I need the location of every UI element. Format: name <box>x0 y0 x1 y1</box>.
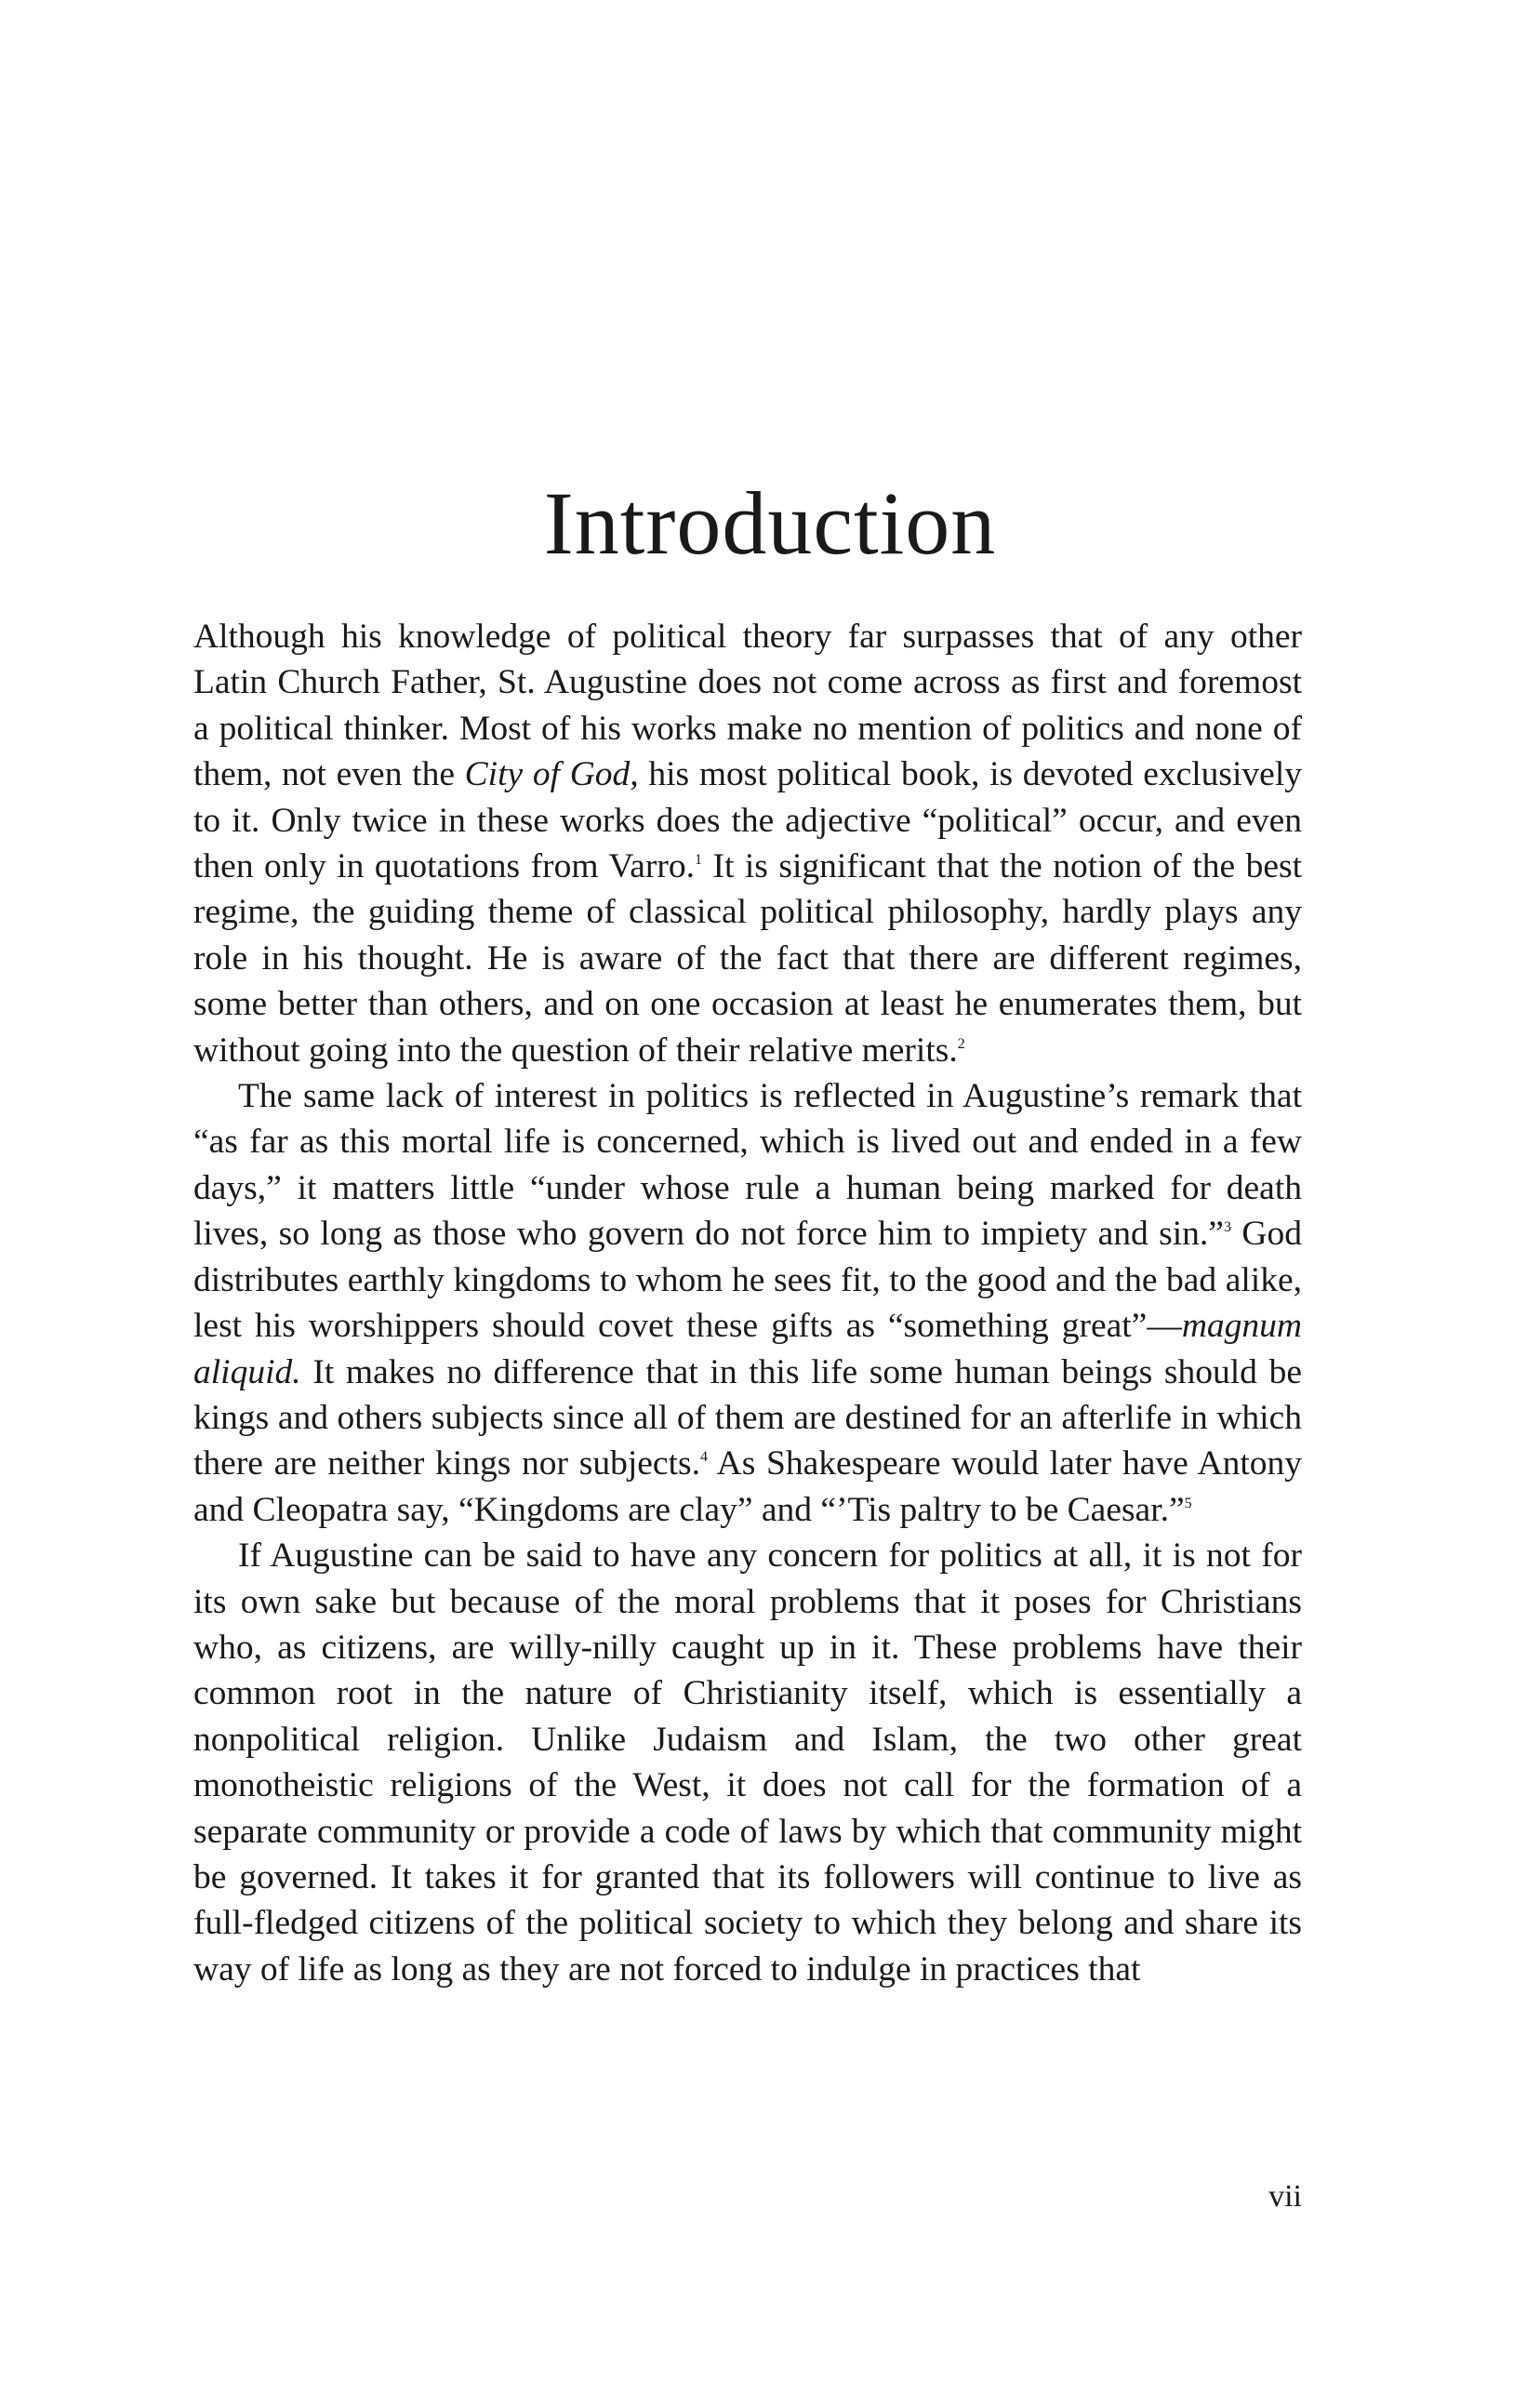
footnote-marker-4: 4 <box>699 1449 708 1466</box>
paragraph-1 <box>193 614 1302 1073</box>
paragraph-2-text: The same lack of interest in politics is reflected in Augustine’s remark that “as far as this mortal life is concerned, which is lived out and ended in a few days,” it matters little “under whose rule a human being marked for death lives, so long as those who govern do not force him to impiety and sin.” <box>193 1077 1302 1254</box>
paragraph-3-text: If Augustine can be said to have any concern for politics at all, it is not for its own sake but because of the moral problems that it poses for Christians who, as citizens, are willy-nilly caught up in it. These problems have their common root in the nature of Christianity itself, which is essentially a nonpolitical religion. Unlike Judaism and Islam, the two other great monotheistic religions of the West, it does not call for the formation of a separate community or provide a code of laws by which that community might be governed. It takes it for granted that its followers will continue to live as full-fledged citizens of the political society to which they belong and share its way of life as long as they are not forced to indulge in practices that <box>193 1536 1302 1989</box>
book-title-city-of-god: City of God, <box>464 755 639 794</box>
page-number: vii <box>1268 2179 1302 2214</box>
footnote-marker-3: 3 <box>1223 1219 1231 1236</box>
body-text <box>193 614 1302 1992</box>
paragraph-1-text: his most political book, is devoted exclusively to it. Only twice in these works does the adjective “political” occur, and even then only in quotations from Varro. <box>193 755 1302 886</box>
paragraph-2-text: As Shakespeare would later have Antony and Cleopatra say, “Kingdoms are clay” and “’Tis paltry to be Caesar.” <box>193 1444 1302 1529</box>
paragraph-2-text: It makes no difference that in this life some human beings should be kings and others subjects since all of them are destined for an afterlife in which there are neither kings nor subjects. <box>193 1352 1302 1483</box>
paragraph-1-text: It is significant that the notion of the best regime, the guiding theme of classical political philosophy, hardly plays any role in his thought. He is aware of the fact that there are different regimes, some better than others, and on one occasion at least he enumerates them, but without going into the question of their relative merits. <box>193 847 1302 1070</box>
footnote-marker-5: 5 <box>1184 1495 1192 1511</box>
paragraph-3 <box>193 1533 1302 1992</box>
footnote-marker-1: 1 <box>695 852 702 869</box>
paragraph-2-text: God distributes earthly kingdoms to whom he sees fit, to the good and the bad alike, lest his worshippers should covet these gifts as “something great”— <box>193 1215 1302 1346</box>
footnote-marker-2: 2 <box>957 1035 965 1052</box>
latin-phrase-magnum-aliquid: magnum aliquid. <box>193 1307 1302 1391</box>
page-title: Introduction <box>543 473 997 573</box>
paragraph-1-text: Although his knowledge of political theory far surpasses that of any other Latin Church Father, St. Augustine does not come across as first and foremost a political thinker. Most of his works make no mention of politics and none of them, not even the <box>193 618 1302 794</box>
paragraph-2 <box>193 1073 1302 1533</box>
